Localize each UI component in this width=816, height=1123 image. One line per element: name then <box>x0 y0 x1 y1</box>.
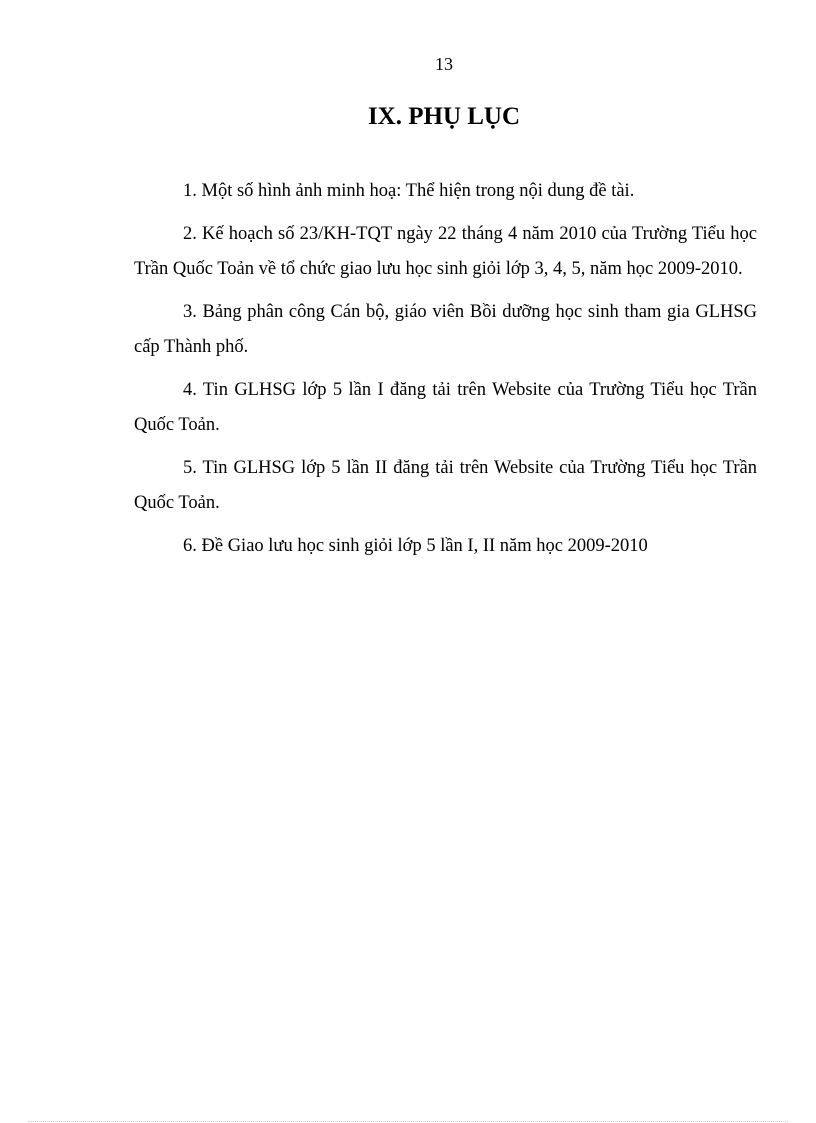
appendix-item-6: 6. Đề Giao lưu học sinh giỏi lớp 5 lần I, II năm học 2009-2010 <box>183 536 648 556</box>
appendix-item-5: 5. Tin GLHSG lớp 5 lần II đăng tải trên Website của Trường Tiểu học Trần Quốc Toản. <box>134 458 757 513</box>
appendix-item-1: 1. Một số hình ảnh minh hoạ: Thể hiện trong nội dung đề tài. <box>183 181 635 201</box>
appendix-item-2: 2. Kế hoạch số 23/KH-TQT ngày 22 tháng 4 năm 2010 của Trường Tiểu học Trần Quốc Toản về tổ chức giao lưu học sinh giỏi lớp 3, 4, 5, năm học 2009-2010. <box>134 224 757 279</box>
appendix-item-4: 4. Tin GLHSG lớp 5 lần I đăng tải trên Website của Trường Tiểu học Trần Quốc Toản. <box>134 380 757 435</box>
appendix-item-3: 3. Bảng phân công Cán bộ, giáo viên Bồi dưỡng học sinh tham gia GLHSG cấp Thành phố. <box>134 302 757 357</box>
page-bottom-rule <box>28 1121 788 1122</box>
appendix-list <box>134 174 757 572</box>
section-title: IX. PHỤ LỤC <box>367 103 521 130</box>
page-number: 13 <box>435 54 453 74</box>
